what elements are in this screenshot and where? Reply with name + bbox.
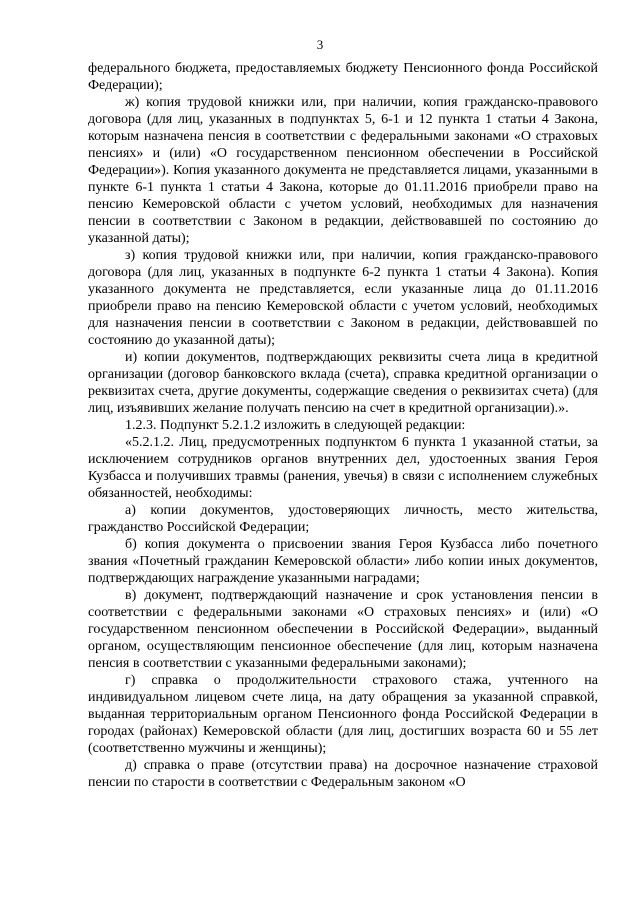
paragraph-item-g: г) справка о продолжительности страхового стажа, учтенного на индивидуальном лицевом счете лица, на дату обращения за указанной справкой, выданная территориальным органом Пенсионного фонда Российской Федерации в городах (районах) Кемеровской области (для лиц, достигших возраста 60 и 55 лет (соответственно мужчины и женщины); xyxy=(88,673,598,756)
paragraph-item-v: в) документ, подтверждающий назначение и срок установления пенсии в соответствии с федеральными законами «О страховых пенсиях» и (или) «О государственном пенсионном обеспечении в Российской Федерации», выданный органом, осуществляющим пенсионное обеспечение (для лиц, которым назначена пенсия в соответствии с указанными федеральными законами); xyxy=(88,588,598,671)
paragraph-5-2-1-2: «5.2.1.2. Лиц, предусмотренных подпунктом 6 пункта 1 указанной статьи, за исключением сотрудников органов внутренних дел, удостоенных звания Героя Кузбасса и получивших травмы (ранения, увечья) в связи с исполнением служебных обязанностей, необходимы: xyxy=(88,435,598,501)
paragraph-item-i: и) копии документов, подтверждающих реквизиты счета лица в кредитной организации (договор банковского вклада (счета), справка кредитной организации о реквизитах счета, другие документы, содержащие сведения о реквизитах счета) (для лиц, изъявивших желание получать пенсию на счет в кредитной организации).». xyxy=(88,350,598,416)
paragraph-1-2-3: 1.2.3. Подпункт 5.2.1.2 изложить в следующей редакции: xyxy=(125,418,466,433)
paragraph-item-z: з) копия трудовой книжки или, при наличии, копия гражданско-правового договора (для лиц, указанных в подпункте 6-2 пункта 1 статьи 4 Закона). Копия указанного документа не представляется, если указанные лица до 01.11.2016 приобрели право на пенсию Кемеровской области с учетом условий, необходимых для назначения пенсии в соответствии с Законом в редакции, действовавшей по состоянию до указанной даты); xyxy=(88,248,598,348)
paragraph-item-b: б) копия документа о присвоении звания Героя Кузбасса либо почетного звания «Почетный гражданин Кемеровской области» либо копии иных документов, подтверждающих награждение указанными наградами; xyxy=(88,537,598,586)
paragraph-item-a: а) копии документов, удостоверяющих личность, место жительства, гражданство Российской Федерации; xyxy=(88,503,598,535)
page-number: 3 xyxy=(316,37,324,52)
paragraph-item-d: д) справка о праве (отсутствии права) на досрочное назначение страховой пенсии по старости в соответствии с Федеральным законом «О xyxy=(88,758,598,790)
document-body xyxy=(88,60,598,791)
paragraph-item-zh: ж) копия трудовой книжки или, при наличии, копия гражданско-правового договора (для лиц, указанных в подпунктах 5, 6-1 и 12 пункта 1 статьи 4 Закона, которым назначена пенсия в соответствии с федеральными законами «О страховых пенсиях» и (или) «О государственном пенсионном обеспечении в Российской Федерации»). Копия указанного документа не представляется лицами, указанными в пункте 6-1 пункта 1 статьи 4 Закона, которые до 01.11.2016 приобрели право на пенсию Кемеровской области с учетом условий, необходимых для назначения пенсии в соответствии с Законом в редакции, действовавшей по состоянию до указанной даты); xyxy=(88,95,598,246)
paragraph-budget-continuation: федерального бюджета, предоставляемых бюджету Пенсионного фонда Российской Федерации); xyxy=(88,61,598,93)
